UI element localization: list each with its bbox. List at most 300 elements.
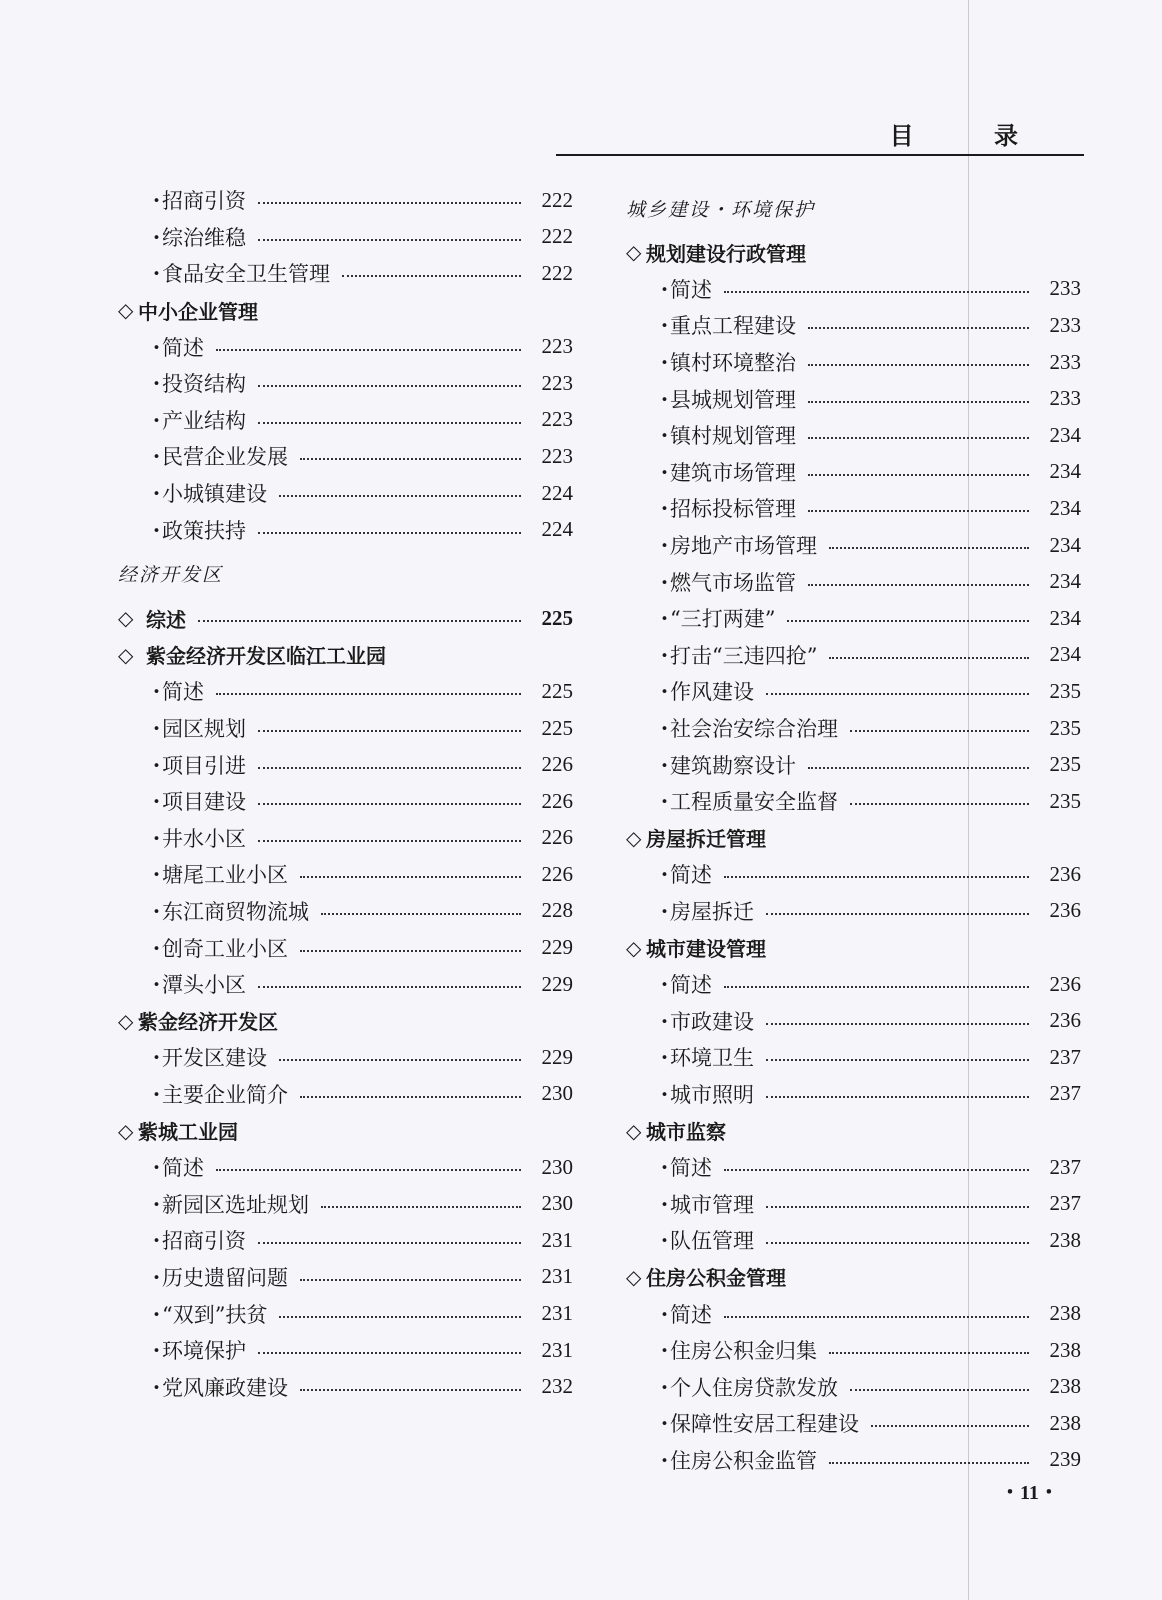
- bullet-icon: ・: [146, 899, 167, 924]
- toc-entry-label: 园区规划: [162, 717, 246, 742]
- toc-entry-label: 镇村规划管理: [670, 424, 796, 449]
- toc-entry[interactable]: [118, 438, 573, 475]
- toc-section-label: 城市监察: [646, 1120, 726, 1145]
- bullet-icon: ・: [654, 1229, 675, 1254]
- toc-entry[interactable]: [118, 783, 573, 820]
- toc-entry-label: 创奇工业小区: [162, 936, 288, 961]
- diamond-icon: ◇: [118, 1008, 134, 1033]
- toc-entry-label: 市政建设: [670, 1009, 754, 1034]
- bullet-icon: ・: [654, 351, 675, 376]
- dot-leader: [258, 239, 521, 241]
- toc-section[interactable]: [626, 234, 1081, 271]
- toc-entry-label: 简述: [670, 1302, 712, 1327]
- toc-entry[interactable]: [118, 1222, 573, 1259]
- dot-leader: [850, 803, 1029, 805]
- toc-page-number: 234: [1049, 605, 1081, 630]
- diamond-icon: ◇: [118, 298, 134, 323]
- toc-entry-label: 历史遗留问题: [162, 1265, 288, 1290]
- dot-leader: [829, 657, 1029, 659]
- toc-page-number: 238: [1049, 1374, 1081, 1399]
- bullet-icon: ・: [654, 643, 675, 668]
- toc-entry-label: 住房公积金归集: [670, 1339, 817, 1364]
- toc-entry[interactable]: [118, 182, 573, 219]
- toc-page-number: 237: [1049, 1191, 1081, 1216]
- toc-section[interactable]: [118, 600, 573, 637]
- bullet-icon: ・: [146, 1339, 167, 1364]
- toc-left-column: [118, 182, 573, 1405]
- dot-leader: [787, 620, 1029, 622]
- dot-leader: [300, 1389, 521, 1391]
- toc-page-number: 222: [541, 224, 573, 249]
- toc-group-heading: 经济开发区: [118, 564, 224, 587]
- diamond-icon: ◇: [626, 1118, 642, 1143]
- toc-page-number: 235: [1049, 678, 1081, 703]
- diamond-icon: ◇: [118, 642, 134, 667]
- toc-entry[interactable]: [626, 710, 1081, 747]
- toc-section-label: 中小企业管理: [138, 299, 258, 324]
- page-number: ・11・: [1000, 1482, 1059, 1504]
- diamond-icon: ◇: [118, 606, 134, 631]
- toc-page-number: 226: [541, 788, 573, 813]
- toc-page-number: 236: [1049, 1008, 1081, 1033]
- dot-leader: [300, 458, 521, 460]
- toc-entry-label: 项目引进: [162, 753, 246, 778]
- diamond-icon: ◇: [626, 1264, 642, 1289]
- dot-leader: [279, 495, 521, 497]
- toc-page-number: 230: [541, 1081, 573, 1106]
- dot-leader: [216, 693, 521, 695]
- toc-entry-label: 简述: [162, 335, 204, 360]
- dot-leader: [808, 474, 1029, 476]
- dot-leader: [829, 547, 1029, 549]
- dot-leader: [724, 986, 1029, 988]
- toc-section-label: 紫城工业园: [138, 1120, 238, 1145]
- toc-page-number: 233: [1049, 386, 1081, 411]
- toc-section-label: 住房公积金管理: [646, 1266, 786, 1291]
- toc-entry-label: 环境保护: [162, 1339, 246, 1364]
- bullet-icon: ・: [654, 680, 675, 705]
- dot-leader: [829, 1462, 1029, 1464]
- toc-page-number: 235: [1049, 715, 1081, 740]
- toc-entry[interactable]: [626, 1368, 1081, 1405]
- bullet-icon: ・: [146, 372, 167, 397]
- bullet-icon: ・: [146, 482, 167, 507]
- toc-entry[interactable]: [118, 475, 573, 512]
- toc-page-number: 234: [1049, 495, 1081, 520]
- toc-entry[interactable]: [626, 893, 1081, 930]
- toc-entry-label: 招商引资: [162, 189, 246, 214]
- toc-entry-label: 简述: [162, 1156, 204, 1181]
- toc-entry[interactable]: [118, 365, 573, 402]
- toc-entry[interactable]: [118, 1185, 573, 1222]
- toc-entry[interactable]: [118, 328, 573, 365]
- toc-entry-label: 综治维稳: [162, 225, 246, 250]
- bullet-icon: ・: [146, 790, 167, 815]
- bullet-icon: ・: [146, 408, 167, 433]
- toc-entry-label: 简述: [670, 277, 712, 302]
- dot-leader: [724, 1316, 1029, 1318]
- toc-entry[interactable]: [118, 673, 573, 710]
- dot-leader: [766, 1023, 1029, 1025]
- toc-page-number: 231: [541, 1301, 573, 1326]
- toc-entry[interactable]: [626, 307, 1081, 344]
- bullet-icon: ・: [654, 1192, 675, 1217]
- toc-entry-label: “三打两建”: [670, 607, 776, 632]
- toc-section[interactable]: [626, 1112, 1081, 1149]
- toc-entry[interactable]: [626, 1185, 1081, 1222]
- dot-leader: [258, 532, 521, 534]
- toc-entry[interactable]: [626, 1002, 1081, 1039]
- bullet-icon: ・: [654, 314, 675, 339]
- bullet-icon: ・: [146, 680, 167, 705]
- toc-entry[interactable]: [626, 746, 1081, 783]
- dot-leader: [321, 913, 521, 915]
- dot-leader: [216, 1169, 521, 1171]
- toc-entry[interactable]: [626, 1442, 1081, 1479]
- toc-page-number: 238: [1049, 1301, 1081, 1326]
- toc-entry[interactable]: [118, 1076, 573, 1113]
- dot-leader: [216, 349, 521, 351]
- bullet-icon: ・: [654, 497, 675, 522]
- bullet-icon: ・: [654, 1412, 675, 1437]
- toc-page-number: 236: [1049, 861, 1081, 886]
- toc-section[interactable]: [118, 1112, 573, 1149]
- page-header: [556, 112, 1084, 156]
- diamond-icon: ◇: [626, 240, 642, 265]
- toc-page-number: 234: [1049, 569, 1081, 594]
- toc-entry[interactable]: [626, 783, 1081, 820]
- toc-entry-label: 县城规划管理: [670, 387, 796, 412]
- dot-leader: [198, 620, 521, 622]
- toc-entry-label: 镇村环境整治: [670, 351, 796, 376]
- toc-entry[interactable]: [118, 402, 573, 439]
- toc-entry-label: 燃气市场监管: [670, 570, 796, 595]
- toc-entry[interactable]: [626, 673, 1081, 710]
- toc-entry[interactable]: [118, 856, 573, 893]
- toc-entry-label: 房地产市场管理: [670, 534, 817, 559]
- toc-page-number: 223: [541, 407, 573, 432]
- dot-leader: [808, 401, 1029, 403]
- toc-entry-label: 打击“三违四抢”: [670, 643, 818, 668]
- dot-leader: [258, 730, 521, 732]
- bullet-icon: ・: [654, 1046, 675, 1071]
- toc-entry-label: 城市管理: [670, 1192, 754, 1217]
- toc-entry[interactable]: [626, 1295, 1081, 1332]
- toc-page-number: 225: [541, 715, 573, 740]
- dot-leader: [850, 1389, 1029, 1391]
- dot-leader: [342, 275, 521, 277]
- toc-entry[interactable]: [626, 856, 1081, 893]
- dot-leader: [258, 202, 521, 204]
- toc-entry[interactable]: [626, 1149, 1081, 1186]
- toc-section-label: 紫金经济开发区临江工业园: [146, 644, 386, 669]
- toc-entry-label: 简述: [162, 680, 204, 705]
- bullet-icon: ・: [146, 1156, 167, 1181]
- toc-entry-label: 投资结构: [162, 372, 246, 397]
- toc-entry[interactable]: [118, 1332, 573, 1369]
- bullet-icon: ・: [654, 790, 675, 815]
- toc-page-number: 222: [541, 260, 573, 285]
- toc-entry[interactable]: [626, 380, 1081, 417]
- toc-entry[interactable]: [118, 511, 573, 548]
- toc-page-number: 231: [541, 1264, 573, 1289]
- toc-entry[interactable]: [626, 600, 1081, 637]
- toc-page-number: 238: [1049, 1410, 1081, 1435]
- dot-leader: [724, 291, 1029, 293]
- toc-page-number: 225: [541, 605, 573, 630]
- toc-entry[interactable]: [626, 1405, 1081, 1442]
- bullet-icon: ・: [146, 1265, 167, 1290]
- toc-page-number: 229: [541, 971, 573, 996]
- dot-leader: [258, 986, 521, 988]
- dot-leader: [258, 1352, 521, 1354]
- bullet-icon: ・: [654, 424, 675, 449]
- toc-page-number: 229: [541, 935, 573, 960]
- toc-entry-label: 简述: [670, 973, 712, 998]
- toc-entry[interactable]: [118, 710, 573, 747]
- bullet-icon: ・: [654, 534, 675, 559]
- toc-page-number: 234: [1049, 422, 1081, 447]
- toc-section-label: 房屋拆迁管理: [646, 827, 766, 852]
- bullet-icon: ・: [654, 1302, 675, 1327]
- toc-section[interactable]: [118, 1002, 573, 1039]
- bullet-icon: ・: [654, 1009, 675, 1034]
- toc-page-number: 237: [1049, 1081, 1081, 1106]
- toc-entry[interactable]: [118, 966, 573, 1003]
- toc-entry[interactable]: [626, 563, 1081, 600]
- dot-leader: [766, 1096, 1029, 1098]
- toc-page-number: 222: [541, 187, 573, 212]
- page-title: 目 录: [889, 121, 1054, 150]
- dot-leader: [724, 876, 1029, 878]
- dot-leader: [871, 1425, 1029, 1427]
- toc-entry-label: 党风廉政建设: [162, 1375, 288, 1400]
- toc-entry[interactable]: [626, 966, 1081, 1003]
- toc-entry[interactable]: [626, 344, 1081, 381]
- dot-leader: [766, 1242, 1029, 1244]
- toc-section-label: 综述: [146, 607, 186, 632]
- toc-page-number: 231: [541, 1337, 573, 1362]
- bullet-icon: ・: [146, 973, 167, 998]
- toc-page-number: 236: [1049, 971, 1081, 996]
- toc-page-number: 238: [1049, 1337, 1081, 1362]
- toc-entry-label: 建筑市场管理: [670, 460, 796, 485]
- dot-leader: [829, 1352, 1029, 1354]
- toc-section-label: 城市建设管理: [646, 937, 766, 962]
- toc-entry-label: 潭头小区: [162, 973, 246, 998]
- toc-entry[interactable]: [118, 1295, 573, 1332]
- bullet-icon: ・: [146, 1375, 167, 1400]
- bullet-icon: ・: [654, 899, 675, 924]
- dot-leader: [300, 1279, 521, 1281]
- bullet-icon: ・: [146, 826, 167, 851]
- toc-entry-label: 政策扶持: [162, 518, 246, 543]
- toc-page-number: 234: [1049, 459, 1081, 484]
- bullet-icon: ・: [654, 973, 675, 998]
- dot-leader: [258, 767, 521, 769]
- dot-leader: [808, 327, 1029, 329]
- header-rule: [556, 154, 1084, 156]
- toc-page-number: 224: [541, 517, 573, 542]
- bullet-icon: ・: [146, 1082, 167, 1107]
- toc-entry[interactable]: [626, 1332, 1081, 1369]
- bullet-icon: ・: [146, 753, 167, 778]
- toc-page-number: 239: [1049, 1447, 1081, 1472]
- toc-page-number: 234: [1049, 532, 1081, 557]
- toc-page-number: 237: [1049, 1154, 1081, 1179]
- bullet-icon: ・: [146, 1192, 167, 1217]
- toc-page-number: 225: [541, 678, 573, 703]
- bullet-icon: ・: [654, 277, 675, 302]
- dot-leader: [258, 840, 521, 842]
- toc-page-number: 236: [1049, 898, 1081, 923]
- toc-entry-label: 简述: [670, 863, 712, 888]
- dot-leader: [321, 1206, 521, 1208]
- toc-entry[interactable]: [626, 1222, 1081, 1259]
- toc-right-column: [626, 182, 1081, 1478]
- toc-entry[interactable]: [118, 1368, 573, 1405]
- toc-page-number: 223: [541, 370, 573, 395]
- bullet-icon: ・: [146, 225, 167, 250]
- toc-entry[interactable]: [626, 637, 1081, 674]
- toc-entry-label: 招商引资: [162, 1229, 246, 1254]
- bullet-icon: ・: [146, 717, 167, 742]
- toc-entry-label: 保障性安居工程建设: [670, 1412, 859, 1437]
- toc-section[interactable]: [626, 820, 1081, 857]
- toc-page-number: 237: [1049, 1044, 1081, 1069]
- toc-entry-label: 东江商贸物流城: [162, 899, 309, 924]
- dot-leader: [279, 1316, 521, 1318]
- dot-leader: [766, 1206, 1029, 1208]
- toc-entry[interactable]: [118, 746, 573, 783]
- toc-entry-label: 项目建设: [162, 790, 246, 815]
- bullet-icon: ・: [146, 445, 167, 470]
- toc-entry[interactable]: [118, 219, 573, 256]
- toc-entry[interactable]: [118, 929, 573, 966]
- toc-entry-label: 开发区建设: [162, 1046, 267, 1071]
- dot-leader: [808, 510, 1029, 512]
- dot-leader: [808, 364, 1029, 366]
- toc-section[interactable]: [626, 929, 1081, 966]
- toc-entry-label: 住房公积金监管: [670, 1448, 817, 1473]
- bullet-icon: ・: [146, 1302, 167, 1327]
- toc-entry-label: 招标投标管理: [670, 497, 796, 522]
- toc-entry-label: 建筑勘察设计: [670, 753, 796, 778]
- dot-leader: [850, 730, 1029, 732]
- diamond-icon: ◇: [118, 1118, 134, 1143]
- bullet-icon: ・: [654, 607, 675, 632]
- toc-entry[interactable]: [118, 1149, 573, 1186]
- toc-entry[interactable]: [118, 1039, 573, 1076]
- toc-entry[interactable]: [626, 527, 1081, 564]
- toc-page-number: 226: [541, 825, 573, 850]
- toc-entry[interactable]: [118, 820, 573, 857]
- dot-leader: [258, 422, 521, 424]
- toc-page-number: 235: [1049, 752, 1081, 777]
- toc-entry-label: 房屋拆迁: [670, 899, 754, 924]
- toc-section-label: 紫金经济开发区: [138, 1010, 278, 1035]
- toc-entry[interactable]: [626, 1076, 1081, 1113]
- toc-entry-label: 作风建设: [670, 680, 754, 705]
- dot-leader: [300, 950, 521, 952]
- bullet-icon: ・: [654, 570, 675, 595]
- toc-entry[interactable]: [118, 255, 573, 292]
- toc-entry-label: 简述: [670, 1156, 712, 1181]
- bullet-icon: ・: [654, 753, 675, 778]
- toc-entry-label: 社会治安综合治理: [670, 717, 838, 742]
- toc-section[interactable]: [118, 637, 573, 674]
- toc-entry-label: 塘尾工业小区: [162, 863, 288, 888]
- toc-entry[interactable]: [118, 893, 573, 930]
- toc-entry-label: 环境卫生: [670, 1046, 754, 1071]
- toc-entry[interactable]: [626, 454, 1081, 491]
- toc-entry-label: 重点工程建设: [670, 314, 796, 339]
- diamond-icon: ◇: [626, 825, 642, 850]
- dot-leader: [766, 913, 1029, 915]
- toc-entry-label: “双到”扶贫: [162, 1302, 268, 1327]
- dot-leader: [300, 1096, 521, 1098]
- bullet-icon: ・: [654, 717, 675, 742]
- toc-page-number: 223: [541, 443, 573, 468]
- toc-page-number: 233: [1049, 349, 1081, 374]
- toc-entry-label: 井水小区: [162, 826, 246, 851]
- toc-page-number: 233: [1049, 312, 1081, 337]
- toc-page-number: 233: [1049, 276, 1081, 301]
- toc-page-number: 230: [541, 1154, 573, 1179]
- bullet-icon: ・: [654, 460, 675, 485]
- dot-leader: [724, 1169, 1029, 1171]
- toc-entry[interactable]: [118, 1259, 573, 1296]
- bullet-icon: ・: [654, 1448, 675, 1473]
- toc-entry-label: 新园区选址规划: [162, 1192, 309, 1217]
- bullet-icon: ・: [146, 189, 167, 214]
- toc-section[interactable]: [118, 292, 573, 329]
- toc-entry-label: 民营企业发展: [162, 445, 288, 470]
- dot-leader: [766, 1059, 1029, 1061]
- bullet-icon: ・: [654, 863, 675, 888]
- toc-entry-label: 主要企业简介: [162, 1082, 288, 1107]
- toc-entry-label: 产业结构: [162, 408, 246, 433]
- bullet-icon: ・: [654, 1375, 675, 1400]
- toc-entry-label: 城市照明: [670, 1082, 754, 1107]
- toc-page-number: 235: [1049, 788, 1081, 813]
- toc-page-number: 229: [541, 1044, 573, 1069]
- toc-entry-label: 队伍管理: [670, 1229, 754, 1254]
- dot-leader: [808, 767, 1029, 769]
- toc-page-number: 226: [541, 861, 573, 886]
- toc-page-number: 224: [541, 480, 573, 505]
- toc-entry-label: 食品安全卫生管理: [162, 262, 330, 287]
- toc-entry[interactable]: [626, 417, 1081, 454]
- bullet-icon: ・: [146, 936, 167, 961]
- toc-entry-label: 小城镇建设: [162, 482, 267, 507]
- toc-entry-label: 工程质量安全监督: [670, 790, 838, 815]
- toc-entry[interactable]: [626, 271, 1081, 308]
- bullet-icon: ・: [654, 1082, 675, 1107]
- dot-leader: [300, 876, 521, 878]
- toc-entry[interactable]: [626, 490, 1081, 527]
- dot-leader: [766, 693, 1029, 695]
- toc-page-number: 231: [541, 1227, 573, 1252]
- toc-entry[interactable]: [626, 1039, 1081, 1076]
- toc-section[interactable]: [626, 1259, 1081, 1296]
- toc-page-number: 226: [541, 752, 573, 777]
- bullet-icon: ・: [146, 262, 167, 287]
- dot-leader: [808, 437, 1029, 439]
- dot-leader: [808, 584, 1029, 586]
- bullet-icon: ・: [654, 387, 675, 412]
- toc-section-label: 规划建设行政管理: [646, 241, 806, 266]
